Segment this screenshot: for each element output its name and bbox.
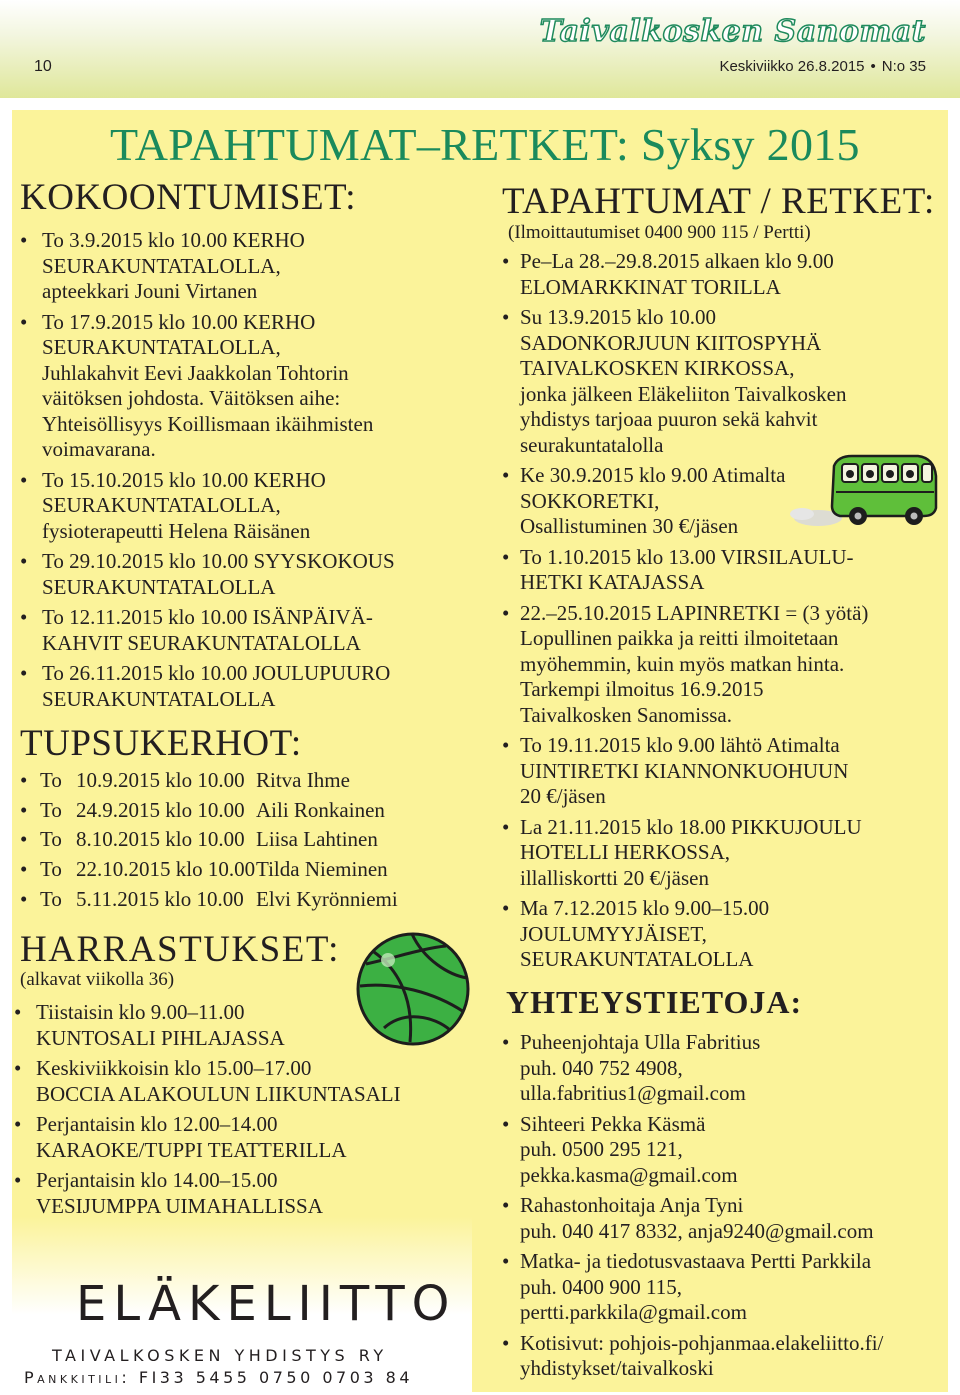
bullet-icon: • [870,58,876,75]
issue-date: Keskiviikko 26.8.2015 [719,58,865,75]
list-item: • To 19.11.2015 klo 9.00 lähtö Atimalta UINTIRETKI KIANNONKUOHUUN 20 €/jäsen [500,733,868,810]
harrastukset-list [14,1000,401,1224]
bus-icon [790,448,940,530]
list-item: • Perjantaisin klo 14.00–15.00 VESIJUMPPA UIMAHALLISSA [14,1168,401,1219]
tapahtumat-note: (Ilmoittautumiset 0400 900 115 / Pertti) [508,222,811,243]
list-item: • Sihteeri Pekka Käsmä puh. 0500 295 121, pekka.kasma@gmail.com [500,1112,883,1189]
yhteystiedot-heading: YHTEYSTIETOJA: [506,984,803,1020]
list-item: • To 10.9.2015 klo 10.00 Ritva Ihme [20,768,350,792]
list-item: • Matka- ja tiedotusvastaava Pertti Parkkila puh. 0400 900 115, pertti.parkkila@gmail.com [500,1249,883,1326]
tapahtumat-heading: TAPAHTUMAT / RETKET: [502,181,935,222]
list-item: • La 21.11.2015 klo 18.00 PIKKUJOULU HOTELLI HERKOSSA, illalliskortti 20 €/jäsen [500,815,868,892]
tupsukerhot-heading: TUPSUKERHOT: [20,723,302,764]
kokoontumiset-list [20,228,395,717]
list-item: • Tiistaisin klo 9.00–11.00 KUNTOSALI PIHLAJASSA [14,1000,401,1051]
kokoontumiset-heading: KOKOONTUMISET: [20,177,357,218]
eläkeliitto-logo: ELÄKELIITTO [76,1276,457,1332]
list-item: • To 15.10.2015 klo 10.00 KERHO SEURAKUNTATALOLLA, fysioterapeutti Helena Räisänen [20,468,395,545]
list-item: • Kotisivut: pohjois-pohjanmaa.elakeliitto.fi/ yhdistykset/taivalkoski [500,1331,883,1382]
list-item: • Puheenjohtaja Ulla Fabritius puh. 040 752 4908, ulla.fabritius1@gmail.com [500,1030,883,1107]
volleyball-icon [354,930,472,1048]
list-item: • To 29.10.2015 klo 10.00 SYYSKOKOUS SEURAKUNTATALOLLA [20,549,395,600]
bank-account: Pankkitili: FI33 5455 0750 0703 84 [24,1368,414,1387]
list-item: • To 12.11.2015 klo 10.00 ISÄNPÄIVÄ- KAHVIT SEURAKUNTATALOLLA [20,605,395,656]
yhteystiedot-list [500,1030,883,1387]
list-item: • To 1.10.2015 klo 13.00 VIRSILAULU- HETKI KATAJASSA [500,545,868,596]
list-item: • To 24.9.2015 klo 10.00 Aili Ronkainen [20,797,385,822]
page-title: TAPAHTUMAT–RETKET: Syksy 2015 [110,119,860,170]
list-item: • Perjantaisin klo 12.00–14.00 KARAOKE/TUPPI TEATTERILLA [14,1112,401,1163]
issue-number: N:o 35 [881,58,926,75]
list-item: • 22.–25.10.2015 LAPINRETKI = (3 yötä) Lopullinen paikka ja reitti ilmoitetaan myöhemmin, kuin myös matkan hinta. Tarkempi ilmoitus 16.9.2015 Taivalkosken Sanomissa. [500,601,868,729]
list-item: • Ma 7.12.2015 klo 9.00–15.00 JOULUMYYJÄISET, SEURAKUNTATALOLLA [500,896,868,973]
harrastukset-note: (alkavat viikolla 36) [20,969,175,990]
tupsukerhot-list [20,766,398,915]
logo-subtitle: TAIVALKOSKEN YHDISTYS RY [52,1346,388,1365]
list-item: • To 8.10.2015 klo 10.00 Liisa Lahtinen [20,827,378,852]
list-item: • Su 13.9.2015 klo 10.00 SADONKORJUUN KIITOSPYHÄ TAIVALKOSKEN KIRKOSSA, jonka jälkeen Eläkeliiton Taivalkosken yhdistys tarjoaa puuron sekä kahvit seurakuntatalolla [500,305,868,458]
list-item: • To 26.11.2015 klo 10.00 JOULUPUURO SEURAKUNTATALOLLA [20,661,395,712]
issue-line [719,58,926,75]
list-item: • Keskiviikkoisin klo 15.00–17.00 BOCCIA ALAKOULUN LIIKUNTASALI [14,1056,401,1107]
masthead-logo: Taivalkosken Sanomat [539,14,926,49]
list-item: • Pe–La 28.–29.8.2015 alkaen klo 9.00 ELOMARKKINAT TORILLA [500,249,868,300]
list-item: • Ke 30.9.2015 klo 9.00 Atimalta SOKKORETKI, Osallistuminen 30 €/jäsen [500,463,868,540]
tapahtumat-list [500,249,868,978]
list-item: • To 22.10.2015 klo 10.00 Tilda Nieminen [20,857,388,882]
list-item: • Rahastonhoitaja Anja Tyni puh. 040 417 8332, anja9240@gmail.com [500,1193,883,1244]
list-item: • To 3.9.2015 klo 10.00 KERHO SEURAKUNTATALOLLA, apteekkari Jouni Virtanen [20,228,395,305]
page-number: 10 [34,58,52,75]
list-item: • To 17.9.2015 klo 10.00 KERHO SEURAKUNTATALOLLA, Juhlakahvit Eevi Jaakkolan Tohtorin väitöksen johdosta. Väitöksen aihe: Yhteisöllisyys Koillismaan ikäihmisten voimavarana. [20,310,395,463]
list-item: • To 5.11.2015 klo 10.00 Elvi Kyrönniemi [20,886,398,911]
harrastukset-heading: HARRASTUKSET: [20,929,340,970]
